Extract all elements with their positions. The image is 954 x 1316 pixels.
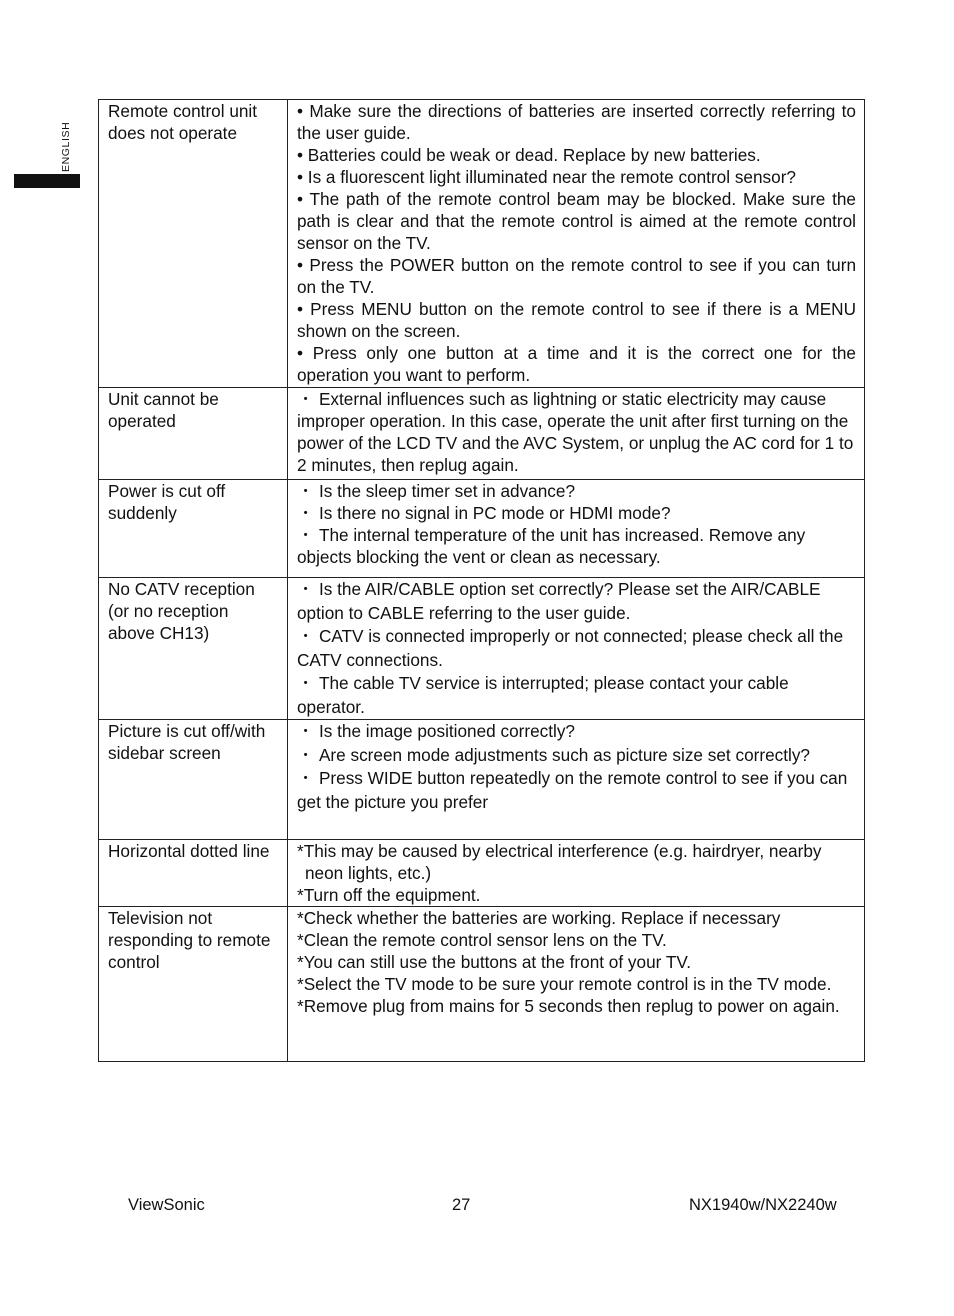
solution-item: ・ Is there no signal in PC mode or HDMI mode?	[297, 503, 671, 523]
solution-item: ・ Is the sleep timer set in advance?	[297, 481, 576, 501]
language-tab-bar	[14, 174, 80, 188]
footer-model: NX1940w/NX2240w	[689, 1196, 837, 1214]
solution-item: *This may be caused by electrical interference (e.g. hairdryer, nearby neon lights, etc.)	[297, 841, 822, 883]
problem-cell	[99, 100, 288, 388]
solution-item: ・ The internal temperature of the unit has increased. Remove any objects blocking the vent or clean as necessary.	[297, 525, 806, 567]
table-row	[99, 578, 865, 720]
solution-cell	[288, 907, 865, 1062]
table-row	[99, 480, 865, 578]
solution-item: • Press MENU button on the remote control to see if there is a MENU shown on the screen.	[297, 299, 856, 341]
footer-page-number: 27	[452, 1196, 471, 1214]
solution-cell	[288, 578, 865, 720]
solution-item: *Check whether the batteries are working. Replace if necessary	[297, 908, 781, 928]
problem-text: Unit cannot be operated	[108, 389, 219, 431]
solution-item: *Clean the remote control sensor lens on the TV.	[297, 930, 667, 950]
solution-item: ・ External influences such as lightning or static electricity may cause improper operation. In this case, operate the unit after first turning on the power of the LCD TV and the AVC System, or unplug the AC cord for 1 to 2 minutes, then replug again.	[297, 389, 854, 475]
problem-text: Horizontal dotted line	[108, 841, 270, 861]
language-tab	[60, 112, 74, 172]
problem-text: Television not responding to remote control	[108, 908, 271, 972]
table-row	[99, 100, 865, 388]
solution-item: ・ Are screen mode adjustments such as picture size set correctly?	[297, 744, 810, 765]
solution-cell	[288, 840, 865, 907]
solution-item: *You can still use the buttons at the front of your TV.	[297, 952, 691, 972]
solution-cell	[288, 480, 865, 578]
problem-text: Picture is cut off/with sidebar screen	[108, 721, 266, 763]
table-row	[99, 840, 865, 907]
solution-cell	[288, 720, 865, 840]
solution-cell	[288, 100, 865, 388]
solution-item: ・ Press WIDE button repeatedly on the remote control to see if you can get the picture you prefer	[297, 768, 848, 812]
solution-item: • The path of the remote control beam may be blocked. Make sure the path is clear and that the remote control is aimed at the remote control sensor on the TV.	[297, 189, 856, 253]
troubleshooting-table	[98, 99, 865, 1062]
problem-text: Power is cut off suddenly	[108, 481, 226, 523]
solution-cell	[288, 388, 865, 480]
solution-item: ・ The cable TV service is interrupted; please contact your cable operator.	[297, 673, 789, 717]
problem-cell	[99, 907, 288, 1062]
table-row	[99, 388, 865, 480]
solution-item: ・ CATV is connected improperly or not connected; please check all the CATV connections.	[297, 626, 844, 670]
solution-item: • Batteries could be weak or dead. Replace by new batteries.	[297, 145, 761, 165]
footer-brand: ViewSonic	[128, 1196, 205, 1214]
solution-item: *Select the TV mode to be sure your remote control is in the TV mode.	[297, 974, 832, 994]
problem-cell	[99, 388, 288, 480]
language-label: ENGLISH	[60, 121, 72, 172]
solution-item: ・ Is the image positioned correctly?	[297, 721, 575, 741]
solution-item: • Press the POWER button on the remote control to see if you can turn on the TV.	[297, 255, 856, 297]
table-row	[99, 907, 865, 1062]
solution-item: • Press only one button at a time and it is the correct one for the operation you want to perform.	[297, 343, 856, 385]
solution-item: *Turn off the equipment.	[297, 885, 481, 905]
solution-item: • Make sure the directions of batteries are inserted correctly referring to the user guide.	[297, 101, 856, 143]
solution-item: ・ Is the AIR/CABLE option set correctly? Please set the AIR/CABLE option to CABLE referring to the user guide.	[297, 579, 821, 623]
problem-cell	[99, 720, 288, 840]
problem-cell	[99, 480, 288, 578]
problem-cell	[99, 840, 288, 907]
solution-item: *Remove plug from mains for 5 seconds then replug to power on again.	[297, 996, 840, 1016]
table-row	[99, 720, 865, 840]
solution-item: • Is a fluorescent light illuminated near the remote control sensor?	[297, 167, 796, 187]
problem-text: Remote control unit does not operate	[108, 101, 258, 143]
problem-text: No CATV reception (or no reception above CH13)	[108, 579, 255, 643]
problem-cell	[99, 578, 288, 720]
